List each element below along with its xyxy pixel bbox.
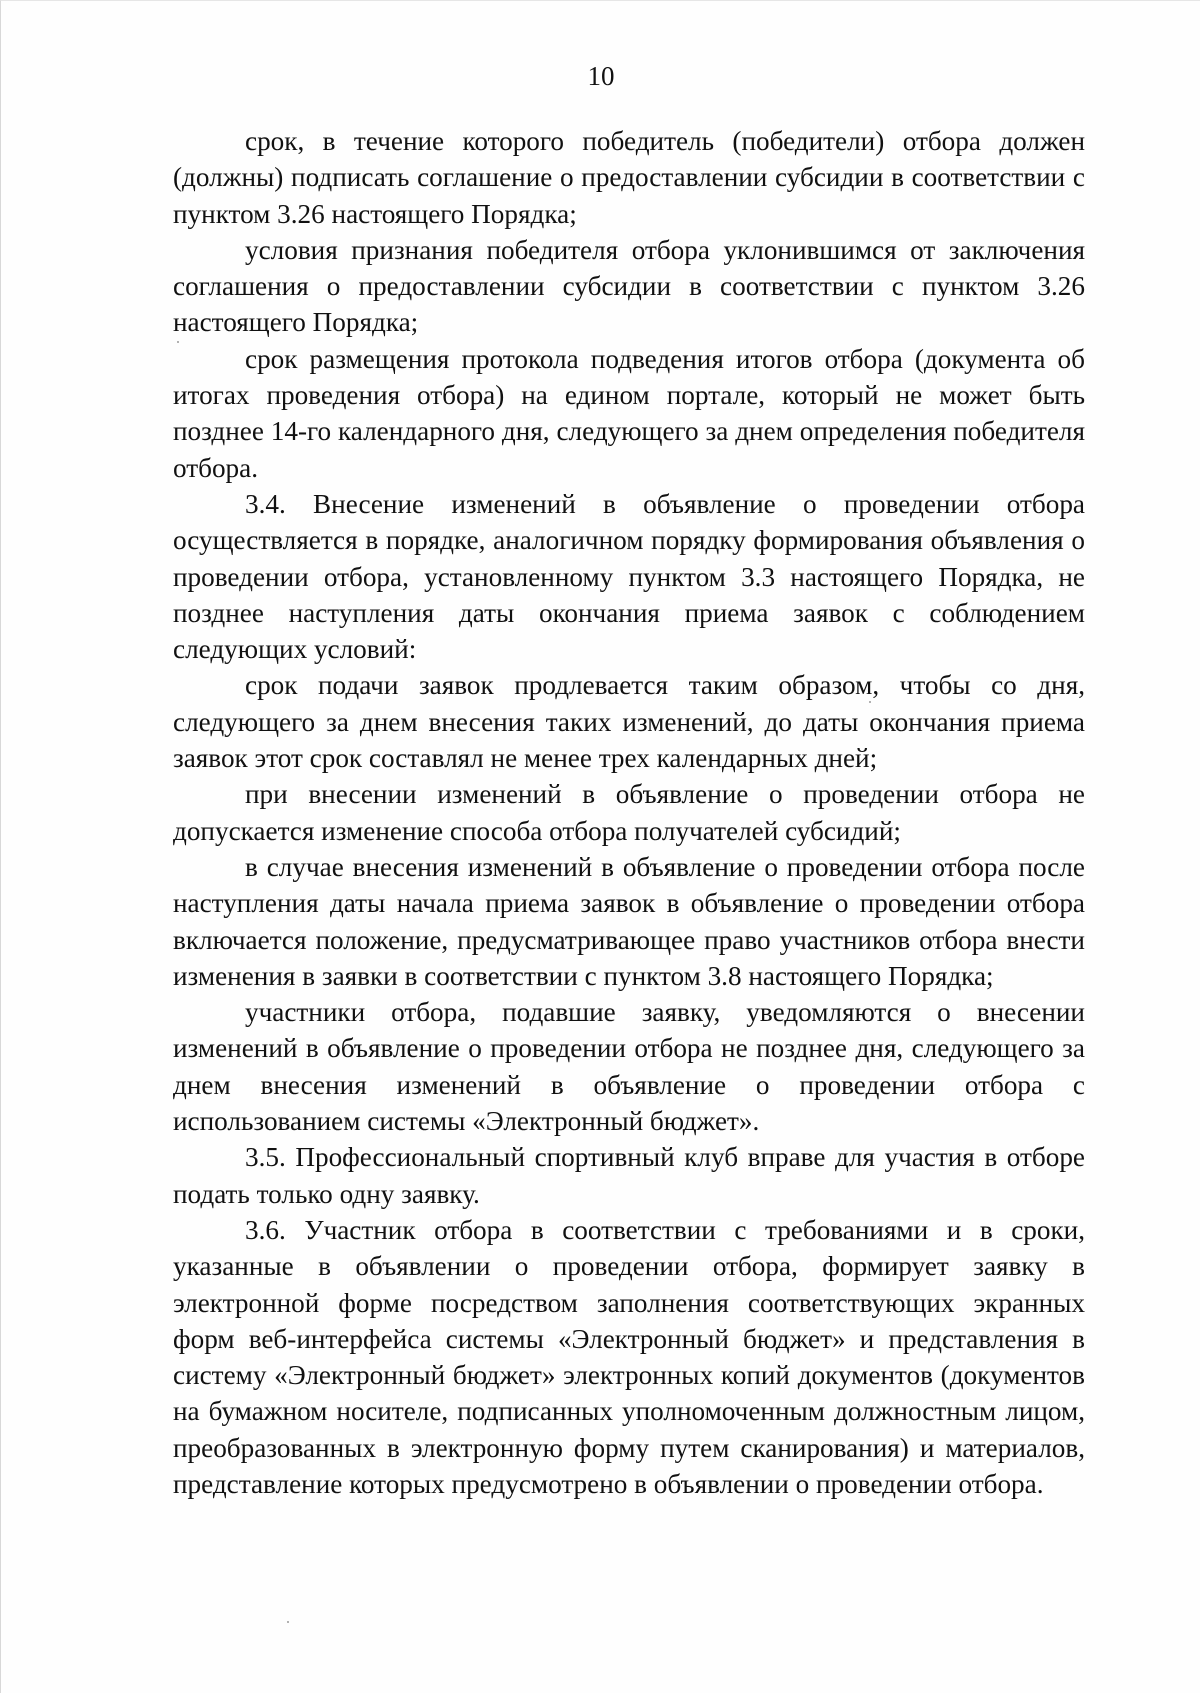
paragraph: срок размещения протокола подведения итогов отбора (документа об итогах проведения отбора) на едином портале, который не может быть позднее 14-го календарного дня, следующего за днем определения победителя отбора. <box>173 343 1085 483</box>
paragraph: условия признания победителя отбора уклонившимся от заключения соглашения о предоставлении субсидии в соответствии с пунктом 3.26 настоящего Порядка; <box>173 234 1085 338</box>
paragraph: 3.6. Участник отбора в соответствии с требованиями и в сроки, указанные в объявлении о проведении отбора, формирует заявку в электронной форме посредством заполнения соответствующих экранных форм веб-интерфейса системы «Электронный бюджет» и представления в систему «Электронный бюджет» электронных копий документов (документов на бумажном носителе, подписанных уполномоченным должностным лицом, преобразованных в электронную форму путем сканирования) и материалов, представление которых предусмотрено в объявлении о проведении отбора. <box>173 1214 1085 1499</box>
paragraph: участники отбора, подавшие заявку, уведомляются о внесении изменений в объявление о проведении отбора не позднее дня, следующего за днем внесения изменений в объявление о проведении отбора с использованием системы «Электронный бюджет». <box>173 997 1085 1137</box>
scan-speck <box>869 701 871 703</box>
scan-speck <box>287 1621 289 1623</box>
paragraph: срок, в течение которого победитель (победители) отбора должен (должны) подписать соглашение о предоставлении субсидии в соответствии с пунктом 3.26 настоящего Порядка; <box>173 126 1085 229</box>
paragraph: 3.5. Профессиональный спортивный клуб вправе для участия в отборе подать только одну заявку. <box>173 1142 1085 1209</box>
document-body <box>173 123 1085 1502</box>
paragraph: при внесении изменений в объявление о проведении отбора не допускается изменение способа отбора получателей субсидий; <box>173 779 1085 846</box>
paragraph: 3.4. Внесение изменений в объявление о проведении отбора осуществляется в порядке, аналогичном порядку формирования объявления о проведении отбора, установленному пунктом 3.3 настоящего Порядка, не позднее наступления даты окончания приема заявок с соблюдением следующих условий: <box>173 488 1085 665</box>
paragraph: срок подачи заявок продлевается таким образом, чтобы со дня, следующего за днем внесения таких изменений, до даты окончания приема заявок этот срок составлял не менее трех календарных дней; <box>173 670 1085 774</box>
page-number: 10 <box>587 61 615 91</box>
paragraph: в случае внесения изменений в объявление о проведении отбора после наступления даты начала приема заявок в объявление о проведении отбора включается положение, предусматривающее право участников отбора внести изменения в заявки в соответствии с пунктом 3.8 настоящего Порядка; <box>173 851 1085 991</box>
scan-speck <box>177 341 179 343</box>
